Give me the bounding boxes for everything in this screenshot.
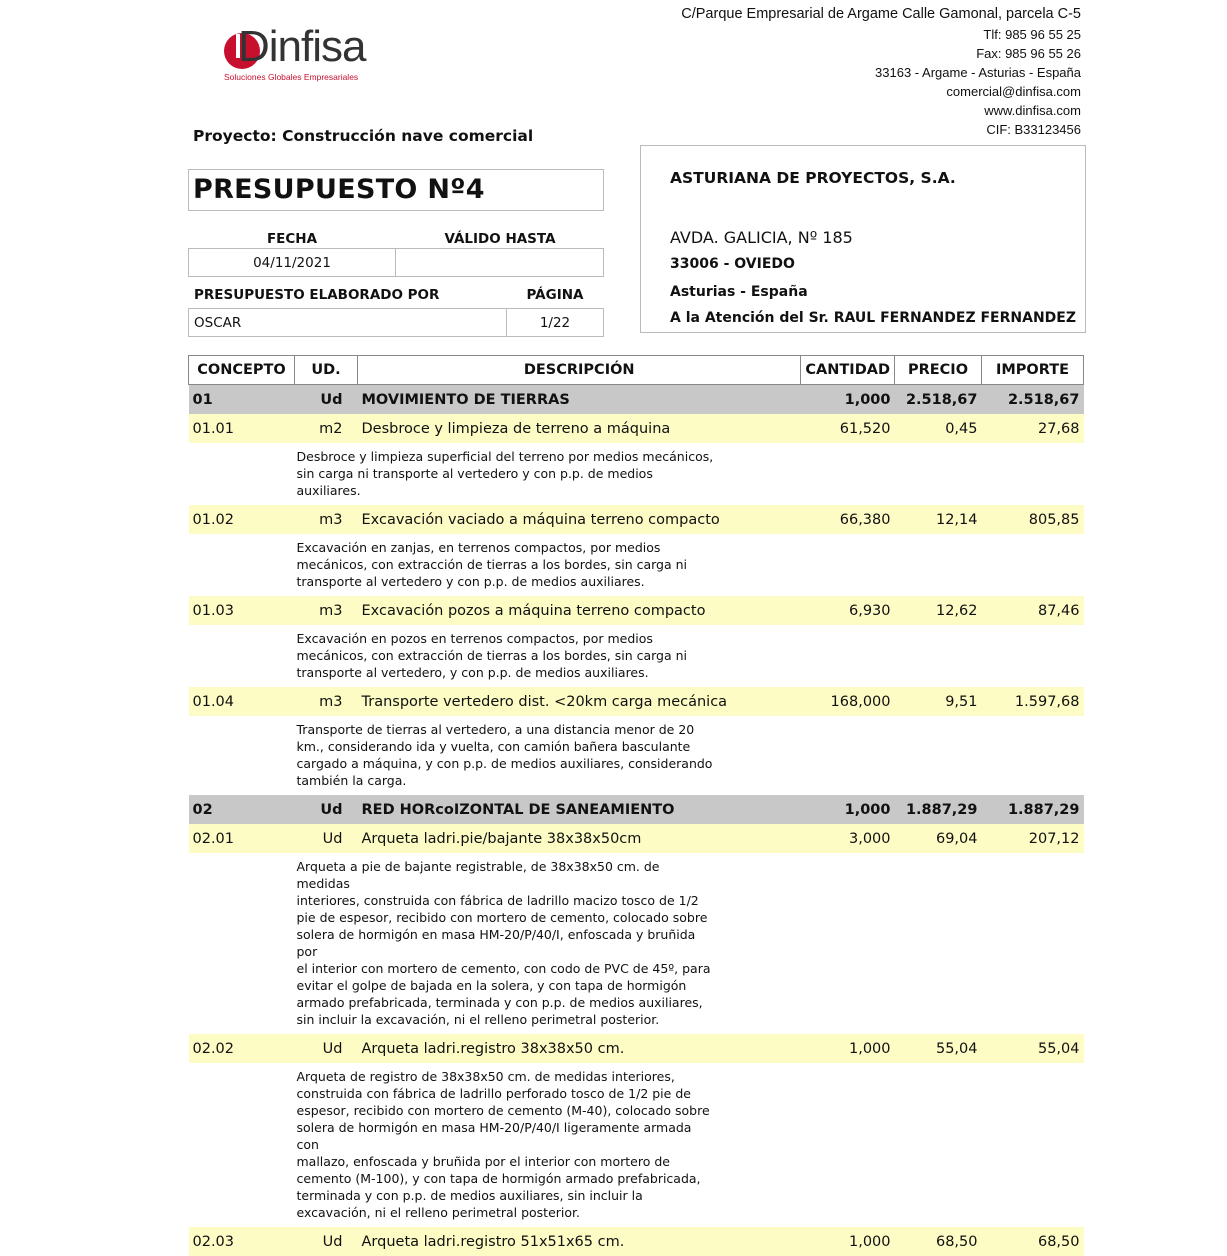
company-fax: Fax: 985 96 55 26 — [976, 46, 1081, 61]
client-region: Asturias - España — [670, 284, 808, 300]
amount-cell: 87,46 — [982, 596, 1084, 625]
elaborado-value: OSCAR — [188, 308, 507, 337]
col-descripcion: DESCRIPCIÓN — [358, 356, 801, 385]
amount-cell: 27,68 — [982, 414, 1084, 443]
company-address: C/Parque Empresarial de Argame Calle Gamonal, parcela C-5 — [681, 6, 1081, 22]
client-street: AVDA. GALICIA, Nº 185 — [670, 228, 853, 247]
label-elaborado: PRESUPUESTO ELABORADO POR — [194, 287, 440, 303]
unit-cell: Ud — [295, 1034, 358, 1063]
logo-subtitle: Soluciones Globales Empresariales — [224, 72, 359, 82]
code-cell: 02.02 — [189, 1034, 295, 1063]
price-cell: 2.518,67 — [895, 385, 982, 415]
title-cell: Arqueta ladri.pie/bajante 38x38x50cm — [358, 824, 801, 853]
title-cell: Excavación pozos a máquina terreno compacto — [358, 596, 801, 625]
code-cell: 01.04 — [189, 687, 295, 716]
title-cell: Transporte vertedero dist. <20km carga mecánica — [358, 687, 801, 716]
description-text: Excavación en pozos en terrenos compactos, por medios mecánicos, con extracción de tierras a los bordes, sin carga ni transporte al vertedero, y con p.p. de medios auxiliares. — [296, 631, 688, 680]
label-fecha: FECHA — [266, 231, 318, 247]
company-logo — [222, 22, 382, 90]
price-cell: 69,04 — [895, 824, 982, 853]
quantity-cell: 3,000 — [801, 824, 895, 853]
col-importe: IMPORTE — [982, 356, 1084, 385]
quantity-cell: 1,000 — [801, 795, 895, 824]
item-row — [189, 505, 1084, 534]
code-cell: 02.03 — [189, 1227, 295, 1256]
description-row — [189, 534, 1084, 596]
description-cell — [189, 534, 1084, 596]
title-cell: Arqueta ladri.registro 51x51x65 cm. — [358, 1227, 801, 1256]
description-row — [189, 716, 1084, 795]
valido-value — [395, 248, 604, 277]
price-cell: 55,04 — [895, 1034, 982, 1063]
company-city: 33163 - Argame - Asturias - España — [875, 65, 1081, 80]
quantity-cell: 1,000 — [801, 1034, 895, 1063]
code-cell: 02.01 — [189, 824, 295, 853]
code-cell: 01.02 — [189, 505, 295, 534]
item-row — [189, 824, 1084, 853]
unit-cell: m3 — [295, 687, 358, 716]
amount-cell: 68,50 — [982, 1227, 1084, 1256]
table-header-row — [189, 356, 1084, 385]
price-cell: 68,50 — [895, 1227, 982, 1256]
unit-cell: Ud — [295, 795, 358, 824]
description-cell — [189, 1063, 1084, 1227]
description-cell — [189, 853, 1084, 1034]
client-name: ASTURIANA DE PROYECTOS, S.A. — [670, 169, 956, 187]
fecha-value: 04/11/2021 — [188, 248, 396, 277]
quantity-cell: 1,000 — [801, 385, 895, 415]
client-box — [640, 145, 1086, 333]
code-cell: 02 — [189, 795, 295, 824]
title-cell: Arqueta ladri.registro 38x38x50 cm. — [358, 1034, 801, 1063]
col-cantidad: CANTIDAD — [801, 356, 895, 385]
title-cell: RED HORcoIZONTAL DE SANEAMIENTO — [358, 795, 801, 824]
title-cell: Desbroce y limpieza de terreno a máquina — [358, 414, 801, 443]
label-pagina: PÁGINA — [526, 287, 584, 303]
amount-cell: 55,04 — [982, 1034, 1084, 1063]
description-text: Arqueta a pie de bajante registrable, de 38x38x50 cm. de medidas interiores, construida con fábrica de ladrillo macizo tosco de 1/2 pie de espesor, recibido con mortero de cemento, colocado sobre solera de hormigón en masa HM-20/P/40/I, enfoscada y bruñida por el interior con mortero de cemento, con codo de PVC de 45º, para evitar el golpe de bajada en la solera, y con tapa de hormigón armado prefabricada, terminada y con p.p. de medios auxiliares, sin incluir la excavación, ni el relleno perimetral posterior. — [296, 859, 711, 1027]
item-row — [189, 687, 1084, 716]
description-text: Transporte de tierras al vertedero, a una distancia menor de 20 km., considerando ida y vuelta, con camión bañera basculante cargado a máquina, y con p.p. de medios auxiliares, considerando también la carga. — [296, 722, 713, 788]
price-cell: 0,45 — [895, 414, 982, 443]
code-cell: 01.03 — [189, 596, 295, 625]
pagina-value: 1/22 — [506, 308, 604, 337]
title-cell: Excavación vaciado a máquina terreno compacto — [358, 505, 801, 534]
item-row — [189, 596, 1084, 625]
quantity-cell: 1,000 — [801, 1227, 895, 1256]
budget-title-box — [188, 169, 604, 211]
quantity-cell: 168,000 — [801, 687, 895, 716]
unit-cell: m3 — [295, 505, 358, 534]
code-cell: 01 — [189, 385, 295, 415]
amount-cell: 1.597,68 — [982, 687, 1084, 716]
amount-cell: 207,12 — [982, 824, 1084, 853]
chapter-row — [189, 385, 1084, 415]
description-text: Arqueta de registro de 38x38x50 cm. de medidas interiores, construida con fábrica de ladrillo perforado tosco de 1/2 pie de espesor, recibido con mortero de cemento (M-40), colocado sobre solera de hormigón en masa HM-20/P/40/I ligeramente armada con mallazo, enfoscada y bruñida por el interior con mortero de cemento (M-100), y con tapa de hormigón armado prefabricada, terminada y con p.p. de medios auxiliares, sin incluir la excavación, ni el relleno perimetral posterior. — [296, 1069, 710, 1220]
budget-title: PRESUPUESTO Nº4 — [193, 174, 485, 205]
col-concepto: CONCEPTO — [189, 356, 295, 385]
unit-cell: m2 — [295, 414, 358, 443]
logo-text: Dinfisa — [238, 22, 366, 71]
company-info — [681, 6, 1081, 139]
description-row — [189, 1063, 1084, 1227]
client-attention: A la Atención del Sr. RAUL FERNANDEZ FERNANDEZ — [670, 310, 1076, 326]
price-cell: 1.887,29 — [895, 795, 982, 824]
label-valido: VÁLIDO HASTA — [444, 231, 556, 247]
code-cell: 01.01 — [189, 414, 295, 443]
item-row — [189, 1034, 1084, 1063]
amount-cell: 805,85 — [982, 505, 1084, 534]
price-cell: 9,51 — [895, 687, 982, 716]
unit-cell: Ud — [295, 385, 358, 415]
project-title: Proyecto: Construcción nave comercial — [193, 127, 534, 145]
company-web: www.dinfisa.com — [984, 103, 1081, 118]
description-row — [189, 443, 1084, 505]
item-row — [189, 414, 1084, 443]
description-row — [189, 625, 1084, 687]
price-cell: 12,14 — [895, 505, 982, 534]
quantity-cell: 66,380 — [801, 505, 895, 534]
unit-cell: m3 — [295, 596, 358, 625]
description-cell — [189, 443, 1084, 505]
amount-cell: 1.887,29 — [982, 795, 1084, 824]
quantity-cell: 61,520 — [801, 414, 895, 443]
price-cell: 12,62 — [895, 596, 982, 625]
col-precio: PRECIO — [895, 356, 982, 385]
description-text: Desbroce y limpieza superficial del terreno por medios mecánicos, sin carga ni transporte al vertedero y con p.p. de medios auxiliares. — [296, 449, 714, 498]
description-cell — [189, 716, 1084, 795]
client-postal: 33006 - OVIEDO — [670, 256, 795, 272]
description-cell — [189, 625, 1084, 687]
item-row — [189, 1227, 1084, 1256]
company-cif: CIF: B33123456 — [986, 122, 1081, 137]
chapter-row — [189, 795, 1084, 824]
company-email: comercial@dinfisa.com — [946, 84, 1081, 99]
description-text: Excavación en zanjas, en terrenos compactos, por medios mecánicos, con extracción de tierras a los bordes, sin carga ni transporte al vertedero y con p.p. de medios auxiliares. — [296, 540, 688, 589]
amount-cell: 2.518,67 — [982, 385, 1084, 415]
unit-cell: Ud — [295, 824, 358, 853]
title-cell: MOVIMIENTO DE TIERRAS — [358, 385, 801, 415]
unit-cell: Ud — [295, 1227, 358, 1256]
quantity-cell: 6,930 — [801, 596, 895, 625]
budget-table — [188, 355, 1084, 1256]
col-ud: UD. — [295, 356, 358, 385]
description-row — [189, 853, 1084, 1034]
company-phone: Tlf: 985 96 55 25 — [983, 27, 1081, 42]
